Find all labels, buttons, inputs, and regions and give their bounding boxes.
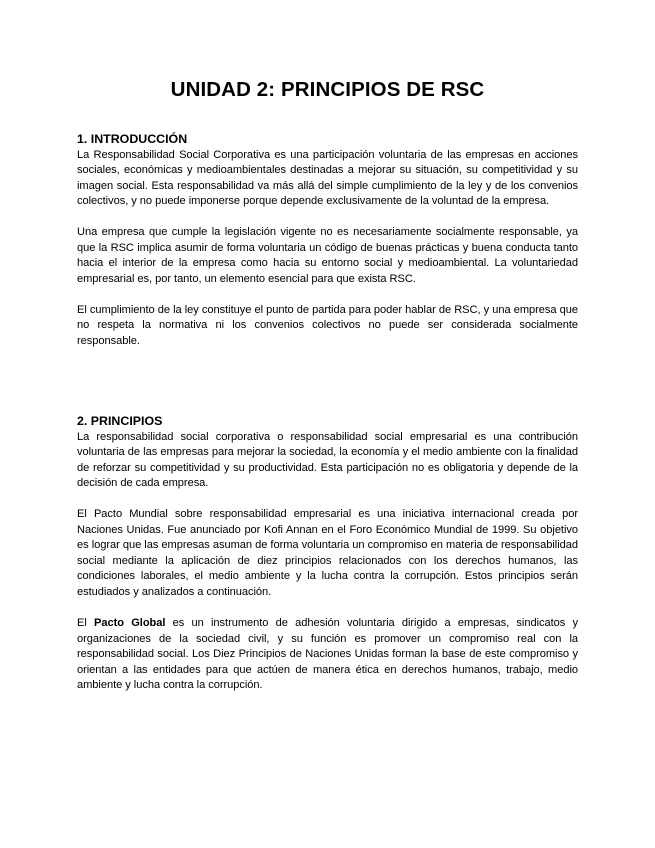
- paragraph-prefix: El: [77, 616, 95, 629]
- section-heading-introduccion: 1. INTRODUCCIÓN: [77, 132, 188, 146]
- section-principios: [77, 414, 578, 709]
- paragraph-pacto-global: [77, 616, 578, 694]
- section-heading-principios: 2. PRINCIPIOS: [77, 414, 163, 428]
- pacto-global-term: Pacto Global: [94, 616, 166, 629]
- paragraph: La Responsabilidad Social Corporativa es una participación voluntaria de las empresas en acciones sociales, económicas y medioambientales destinadas a mejorar su situación, su competitividad y su imagen social. Esta responsabilidad va más allá del simple cumplimiento de la ley y de los convenios colectivos, y no puede imponerse porque depende exclusivamente de la voluntad de la empresa.: [77, 148, 578, 208]
- paragraph: El Pacto Mundial sobre responsabilidad empresarial es una iniciativa internacional creada por Naciones Unidas. Fue anunciado por Kofi Annan en el Foro Económico Mundial de 1999. Su objetivo es lograr que las empresas asuman de forma voluntaria un compromiso en materia de responsabilidad social mediante la aplicación de diez principios relacionados con los derechos humanos, las condiciones laborales, el medio ambiente y la lucha contra la corrupción. Estos principios serán estudiados y analizados a continuación.: [77, 508, 578, 598]
- paragraph: Una empresa que cumple la legislación vigente no es necesariamente socialmente responsable, ya que la RSC implica asumir de forma voluntaria un código de buenas prácticas y buena conducta tanto hacia el interior de la empresa como hacia su entorno social y medioambiental. La voluntariedad empresarial es, por tanto, un elemento esencial para que exista RSC.: [77, 226, 578, 285]
- section-introduccion: [77, 132, 578, 365]
- paragraph: La responsabilidad social corporativa o responsabilidad social empresarial es una contribución voluntaria de las empresas para mejorar la sociedad, la economía y el medio ambiente con la finalidad de reforzar su competitividad y su productividad. Esta participación no es obligatoria y depende de la decisión de cada empresa.: [77, 430, 578, 490]
- paragraph: El cumplimiento de la ley constituye el punto de partida para poder hablar de RSC, y una empresa que no respeta la normativa ni los convenios colectivos no puede ser considerada socialmente responsable.: [77, 303, 578, 347]
- page-title: UNIDAD 2: PRINCIPIOS DE RSC: [170, 78, 485, 101]
- paragraph-rest: es un instrumento de adhesión voluntaria dirigido a empresas, sindicatos y organizaciones de la sociedad civil, y su función es promover un compromiso real con la responsabilidad social. Los Diez Principios de Naciones Unidas forman la base de este compromiso y orientan a las entidades para que actúen de manera ética en derechos humanos, trabajo, medio ambiente y lucha contra la corrupción.: [77, 616, 578, 692]
